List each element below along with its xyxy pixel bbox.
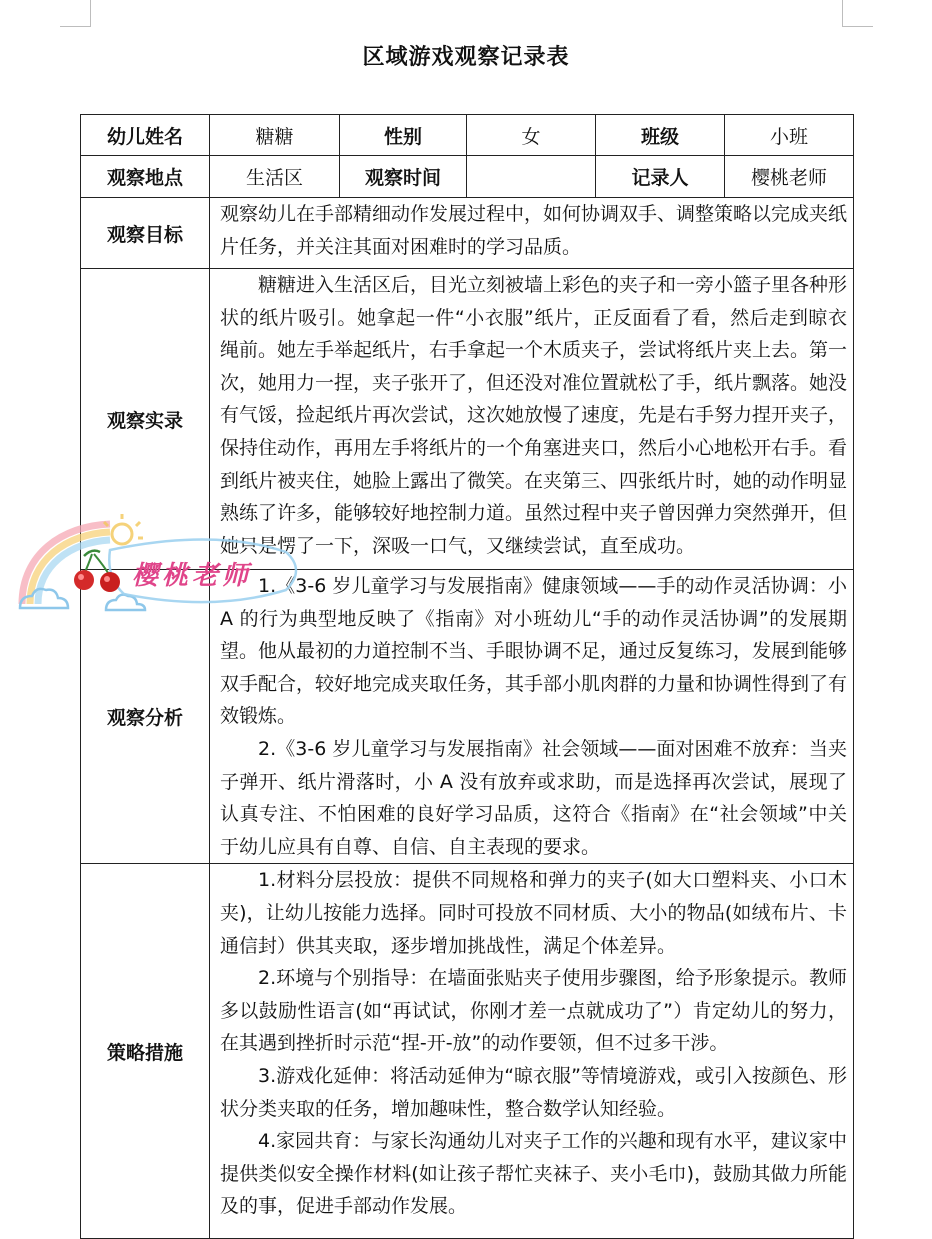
watermark-text: 樱桃老师 [132,561,253,591]
corner-mark-top-left [60,0,91,27]
child-name-value: 糖糖 [210,115,340,156]
record-label: 观察实录 [81,269,210,570]
class-label: 班级 [596,115,725,156]
goal-text: 观察幼儿在手部精细动作发展过程中，如何协调双手、调整策略以完成夹纸片任务，并关注其面对困难时的学习品质。 [220,203,848,258]
recorder-value: 樱桃老师 [725,156,854,198]
place-value: 生活区 [210,156,340,198]
info-row-1 [81,115,854,156]
observation-record-table [80,114,854,1239]
goal-label: 观察目标 [81,198,210,269]
strategy-row [81,864,854,1239]
analysis-paragraph-1: 1.《3-6 岁儿童学习与发展指南》健康领域——手的动作灵活协调：小 A 的行为典型地反映了《指南》对小班幼儿“手的动作灵活协调”的发展期望。他从最初的力道控制不当、手眼协调不足，通过反复练习，发展到能够双手配合，较好地完成夹取任务，其手部小肌肉群的力量和协调性得到了有效锻炼。 [220,575,848,728]
cherry-teacher-watermark [14,508,304,628]
child-name-label: 幼儿姓名 [81,115,210,156]
strategy-paragraph-3: 3.游戏化延伸：将活动延伸为“晾衣服”等情境游戏，或引入按颜色、形状分类夹取的任务，增加趣味性，整合数学认知经验。 [220,1064,847,1120]
strategy-paragraph-1: 1.材料分层投放：提供不同规格和弹力的夹子(如大口塑料夹、小口木夹)，让幼儿按能力选择。同时可投放不同材质、大小的物品(如绒布片、卡通信封）供其夹取，逐步增加挑战性，满足个体差异。 [220,869,847,957]
gender-label: 性别 [340,115,467,156]
strategy-label: 策略措施 [81,864,210,1239]
info-row-2 [81,156,854,198]
cherry-icon [74,551,120,592]
strategy-paragraph-2: 2.环境与个别指导：在墙面张贴夹子使用步骤图，给予形象提示。教师多以鼓励性语言(如“再试试，你刚才差一点就成功了”）肯定幼儿的努力，在其遇到挫折时示范“捏-开-放”的动作要领，但不过多干涉。 [220,967,847,1055]
analysis-label: 观察分析 [81,570,210,864]
gender-value: 女 [467,115,596,156]
strategy-paragraph-4: 4.家园共育：与家长沟通幼儿对夹子工作的兴趣和现有水平，建议家中提供类似安全操作材料(如让孩子帮忙夹袜子、夹小毛巾)，鼓励其做力所能及的事，促进手部动作发展。 [220,1130,847,1218]
place-label: 观察地点 [81,156,210,198]
analysis-paragraph-2: 2.《3-6 岁儿童学习与发展指南》社会领域——面对困难不放弃：当夹子弹开、纸片滑落时，小 A 没有放弃或求助，而是选择再次尝试，展现了认真专注、不怕困难的良好学习品质，这符合《指南》在“社会领域”中关于幼儿应具有自尊、自信、自主表现的要求。 [220,737,847,858]
recorder-label: 记录人 [596,156,725,198]
class-value: 小班 [725,115,854,156]
corner-mark-top-right [842,0,873,27]
record-text: 糖糖进入生活区后，目光立刻被墙上彩色的夹子和一旁小篮子里各种形状的纸片吸引。她拿起一件“小衣服”纸片，正反面看了看，然后走到晾衣绳前。她左手举起纸片，右手拿起一个木质夹子，尝试将纸片夹上去。第一次，她用力一捏，夹子张开了，但还没对准位置就松了手，纸片飘落。她没有气馁，捡起纸片再次尝试，这次她放慢了速度，先是右手努力捏开夹子，保持住动作，再用左手将纸片的一个角塞进夹口，然后小心地松开右手。看到纸片被夹住，她脸上露出了微笑。在夹第三、四张纸片时，她的动作明显熟练了许多，能够较好地控制力道。虽然过程中夹子曾因弹力突然弹开，但她只是愣了一下，深吸一口气，又继续尝试，直至成功。 [220,274,848,557]
time-label: 观察时间 [340,156,467,198]
page-title: 区域游戏观察记录表 [362,45,570,70]
goal-row [81,198,854,269]
time-value [467,156,596,198]
